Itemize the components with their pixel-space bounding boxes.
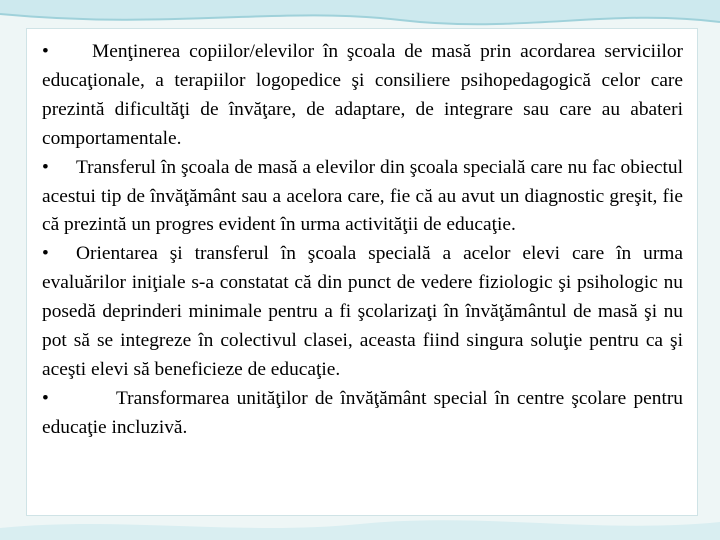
- list-item-text: Menţinerea copiilor/elevilor în şcoala de masă prin acordarea serviciilor educaţionale, a terapiilor logopedice şi consiliere psihopedagogică celor care prezintă dificultăţi de învăţare, de adaptare, de integrare sau care au abateri comportamentale.: [42, 41, 683, 149]
- bullet-icon: •: [42, 387, 49, 409]
- top-wave-band: [0, 0, 720, 24]
- bullet-list: [42, 38, 683, 443]
- bottom-wave-band: [0, 520, 720, 540]
- list-item-text: Orientarea şi transferul în şcoala specială a acelor elevi care în urma evaluărilor iniţiale s-a constatat că din punct de vedere fiziologic şi psihologic nu posedă deprinderi minimale pentru a fi şcolarizaţi în învăţământul de masă şi nu pot să se integreze în colectivul clasei, aceasta fiind singura soluţie pentru ca şi aceşti elevi să beneficieze de educaţie.: [42, 243, 683, 380]
- bullet-icon: •: [42, 243, 49, 265]
- list-item: [42, 385, 683, 443]
- bullet-icon: •: [42, 41, 49, 62]
- list-item-text: Transformarea unităţilor de învăţământ special în centre şcolare pentru educaţie incluzivă.: [42, 387, 683, 438]
- list-item: [42, 38, 683, 154]
- bullet-icon: •: [42, 156, 49, 178]
- list-item: [42, 240, 683, 385]
- list-item-text: Transferul în şcoala de masă a elevilor din şcoala specială care nu fac obiectul acestui tip de învăţământ sau a acelora care, fie că au avut un diagnostic greşit, fie că prezintă un progres evident în urma activităţii de educaţie.: [42, 156, 683, 236]
- list-item: [42, 154, 683, 241]
